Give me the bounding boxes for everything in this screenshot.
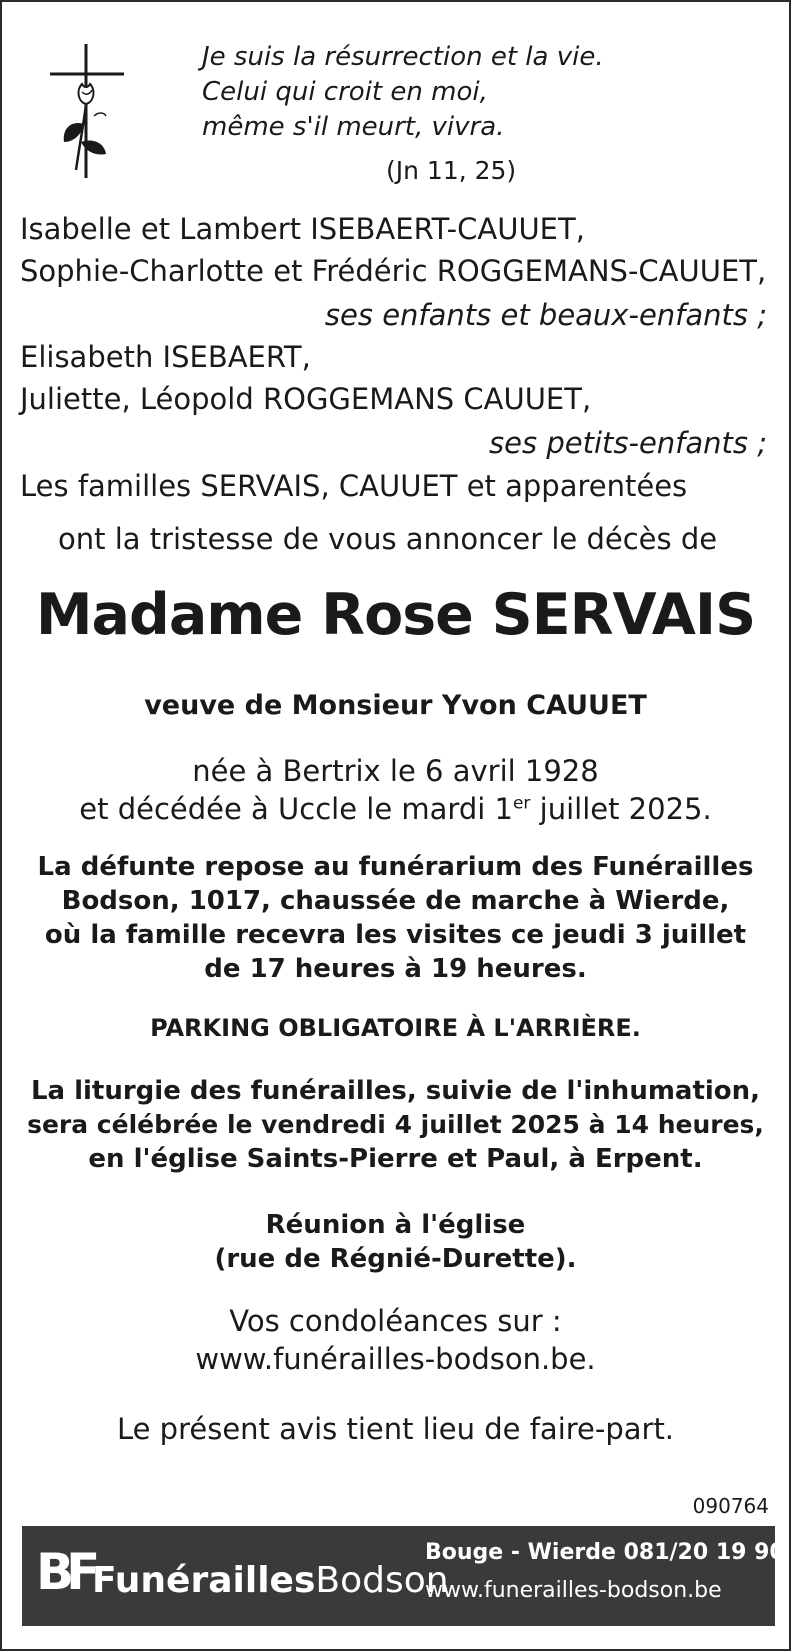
meeting-line-1: Réunion à l'église	[265, 1210, 526, 1240]
brand-name-first: Funérailles	[92, 1560, 316, 1601]
children-role: ses enfants et beaux-enfants ;	[324, 298, 767, 332]
died-prefix: et décédée à Uccle le mardi 1	[79, 792, 513, 826]
verse-line-3: même s'il meurt, vivra.	[202, 112, 505, 142]
born-line: née à Bertrix le 6 avril 1928	[192, 754, 599, 788]
funeral-home-footer	[22, 1526, 785, 1626]
condolences-line-1: Vos condoléances sur :	[229, 1304, 562, 1338]
died-superscript: er	[512, 793, 531, 814]
funerarium-line-2: Bodson, 1017, chaussée de marche à Wierde,	[61, 886, 730, 916]
parking-notice: PARKING OBLIGATOIRE À L'ARRIÈRE.	[150, 1014, 641, 1042]
announcement-line: ont la tristesse de vous annoncer le décès de	[58, 522, 718, 556]
footer-locations-phone	[425, 1540, 785, 1565]
liturgy-line-2: sera célébrée le vendredi 4 juillet 2025 à 14 heures,	[27, 1110, 764, 1139]
brand-name	[92, 1560, 449, 1601]
liturgy-line-1: La liturgie des funérailles, suivie de l'inhumation,	[30, 1076, 761, 1106]
died-line	[2, 792, 789, 826]
funerarium-line-3: où la famille recevra les visites ce jeudi 3 juillet	[44, 920, 747, 950]
logo-icon: BF	[36, 1543, 93, 1601]
children-line-1: Isabelle et Lambert ISEBAERT-CAUUET,	[20, 212, 585, 246]
faire-part-notice: Le présent avis tient lieu de faire-part.	[116, 1412, 675, 1446]
died-suffix: juillet 2025.	[530, 792, 712, 826]
funerarium-line-4: de 17 heures à 19 heures.	[204, 954, 587, 984]
footer-phone[interactable]: 081/20 19 90	[623, 1540, 785, 1565]
verse-line-1: Je suis la résurrection et la vie.	[202, 42, 604, 72]
verse-line-2: Celui qui croit en moi,	[202, 77, 488, 107]
funerarium-line-1: La défunte repose au funérarium des Funérailles	[37, 852, 754, 882]
verse-reference: (Jn 11, 25)	[386, 156, 517, 185]
deceased-name: Madame Rose SERVAIS	[35, 582, 756, 648]
condolences-website[interactable]: www.funérailles-bodson.be.	[195, 1342, 596, 1376]
footer-website[interactable]: www.funerailles-bodson.be	[425, 1578, 722, 1603]
children-line-2: Sophie-Charlotte et Frédéric ROGGEMANS-CAUUET,	[20, 254, 767, 288]
grandchildren-line-1: Elisabeth ISEBAERT,	[20, 340, 311, 374]
spouse-line: veuve de Monsieur Yvon CAUUET	[144, 690, 647, 721]
liturgy-line-3: en l'église Saints-Pierre et Paul, à Erpent.	[88, 1144, 703, 1174]
meeting-line-2: (rue de Régnié-Durette).	[214, 1244, 577, 1274]
brand-name-second: Bodson	[315, 1560, 449, 1601]
families-line: Les familles SERVAIS, CAUUET et apparentées	[20, 469, 688, 503]
footer-locations: Bouge - Wierde	[425, 1540, 616, 1565]
grandchildren-role: ses petits-enfants ;	[489, 426, 767, 460]
grandchildren-line-2: Juliette, Léopold ROGGEMANS CAUUET,	[20, 382, 592, 416]
reference-number: 090764	[692, 1494, 769, 1518]
cross-rose-icon	[48, 42, 128, 182]
